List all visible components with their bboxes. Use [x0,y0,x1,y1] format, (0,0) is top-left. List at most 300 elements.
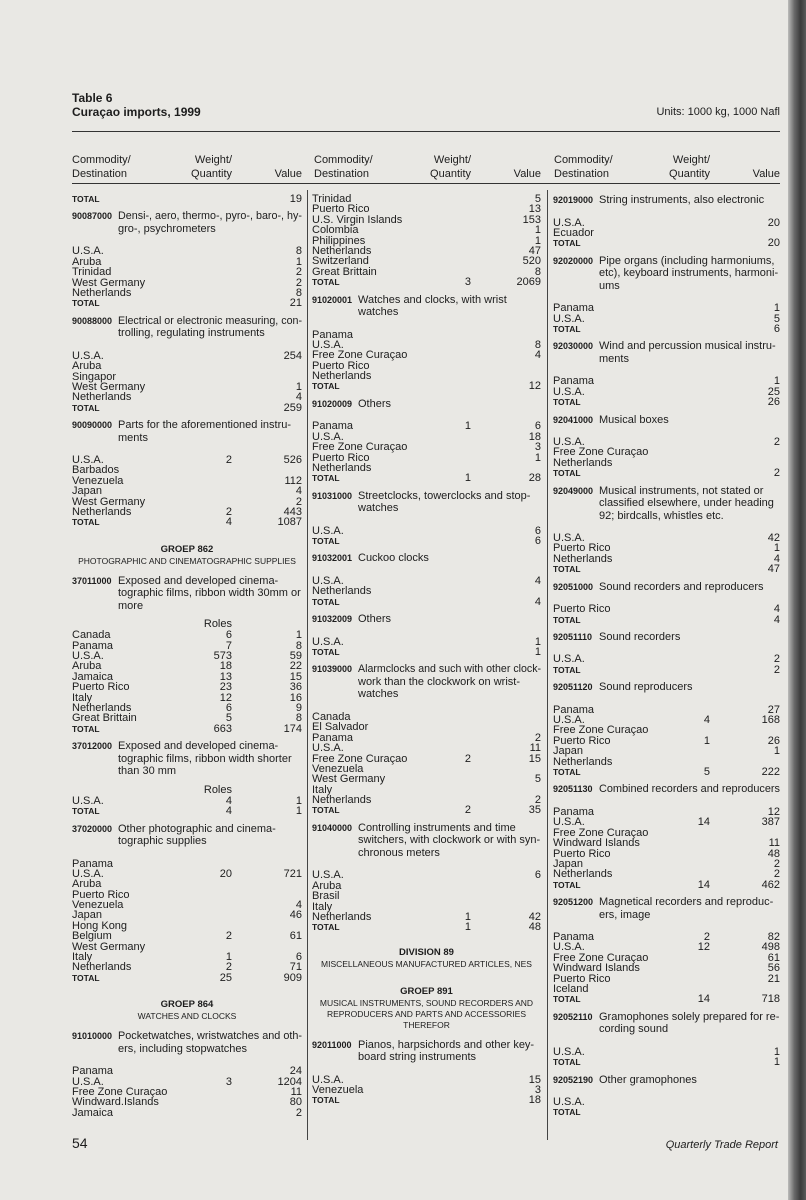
table-row [72,476,302,486]
destination-cell: U.S.A. [553,436,585,449]
commodity-block [312,613,541,657]
destination-cell: Puerto Rico [72,681,130,694]
description-line [599,896,780,909]
commodity-block [553,194,780,249]
commodity-block [312,294,541,392]
value-cell: 8 [295,712,302,725]
division-heading [312,947,541,970]
description-text: classified elsewhere, under heading [599,497,774,510]
commodity-code: 92049000 [553,485,594,496]
value-cell: 1 [534,646,541,659]
destination-cell: Netherlands [72,506,132,519]
value-cell: 2 [534,794,541,807]
group-subtitle: WATCHES AND CLOCKS [137,1011,237,1022]
destination-cell: U.S.A. [312,742,344,755]
description-text: Sound recorders and reproducers [599,580,764,593]
destination-cell: U.S.A. [72,650,104,663]
commodity-header [72,419,302,444]
description-text: Musical boxes [599,413,669,426]
description-text: chronous meters [358,846,440,859]
commodity-description [599,631,780,644]
description-text: watches [358,502,399,515]
commodity-description [118,1030,302,1055]
table-row [553,849,780,859]
value-cell: 11 [529,742,541,755]
value-cell: 2 [773,857,780,870]
quantity-cell: 1 [464,910,471,923]
destination-cell: Ecuador [553,226,594,239]
description-line [599,631,780,644]
group-subtitle: PHOTOGRAPHIC AND CINEMATOGRAPHIC SUPPLIES [78,555,296,566]
quantity-cell: 12 [219,691,232,704]
description-text: Others [358,613,392,626]
value-cell: 13 [528,203,541,216]
table-row [72,507,302,517]
table-row [72,1066,302,1076]
quantity-cell: 4 [225,805,232,818]
destination-cell: Colombia [312,224,359,237]
weight-header [191,153,232,181]
destination-cell: Venezuela [72,899,124,912]
commodity-block [553,631,780,675]
commodity-header [312,398,541,411]
group-heading [312,986,541,1031]
value-cell: 20 [767,216,780,229]
destination-cell: Windward.Islands [72,1096,159,1109]
description-text: Parts for the aforementioned instru- [118,419,292,432]
value-cell: 46 [289,909,302,922]
value-cell: 26 [767,396,780,409]
destination-cell: Trinidad [72,266,112,279]
table-row [312,1085,541,1095]
value-cell: 56 [767,962,780,975]
destination-cell: Canada [312,710,351,723]
table-row [312,330,541,340]
value-cell: 462 [761,878,780,891]
commodity-description [599,255,780,293]
commodity-block [553,414,780,479]
description-line [358,294,541,307]
commodity-code: 92051000 [553,581,594,592]
commodity-block [312,194,541,288]
total-row [553,1057,780,1067]
commodity-header [553,255,780,293]
destination-cell: U.S.A. [553,714,585,727]
value-cell: 27 [767,703,780,716]
commodity-block [553,581,780,625]
commodity-block [553,255,780,335]
destination-cell: Great Brittain [312,265,377,278]
value-cell: 15 [528,752,541,765]
value-cell: 24 [289,1065,302,1078]
value-cell: 3 [534,441,541,454]
destination-cell: Venezuela [72,474,124,487]
weight-header [430,153,471,181]
commodity-code: 90087000 [72,211,113,222]
description-line [358,688,541,701]
description-text: Alarmclocks and such with other clock- [358,663,542,676]
value-cell: 112 [284,474,302,487]
value-cell: 59 [289,650,302,663]
description-text: Others [358,397,392,410]
destination-cell: Aruba [312,879,342,892]
destination-cell: U.S.A. [553,532,585,545]
description-line [118,1043,302,1056]
value-cell: 8 [295,286,302,299]
group-subtitle-line [312,998,541,1009]
quantity-cell: 25 [219,971,232,984]
description-text: String instruments, also electronic [599,194,765,206]
commodity-block [72,194,302,204]
group-subtitle-line [72,1011,302,1022]
value-cell: 4 [534,349,541,362]
destination-cell: U.S.A. [553,1096,585,1109]
commodity-header [553,1011,780,1036]
table-title: Curaçao imports, 1999 [72,105,201,119]
description-text: Pocketwatches, wristwatches and oth- [118,1030,303,1043]
destination-cell: U.S.A. [312,574,344,587]
group-heading [72,544,302,567]
value-cell: 26 [767,734,780,747]
description-text: ers, image [599,908,651,921]
total-row [72,194,302,204]
commodity-block [553,1074,780,1118]
total-label: TOTAL [312,381,340,392]
value-cell: 21 [289,297,302,310]
commodity-code: 90088000 [72,315,113,326]
unit-label: Roles [203,618,232,631]
division-subtitle-line [312,959,541,970]
value-cell: 718 [761,993,780,1006]
value-cell: 2 [773,663,780,676]
description-line [358,847,541,860]
table-row [553,1047,780,1057]
destination-cell: Free Zone Curaçao [312,349,408,362]
destination-cell: Venezuela [312,1084,364,1097]
commodity-code: 92011000 [312,1039,352,1050]
commodity-header [72,210,302,235]
group-subtitle: THEREFOR [403,1019,450,1030]
description-text: board string instruments [358,1051,476,1064]
destination-cell: Panama [553,805,594,818]
total-row [312,536,541,546]
value-cell: 25 [767,385,780,398]
destination-cell: Panama [312,731,353,744]
destination-cell: Netherlands [553,456,613,469]
commodity-header [72,1030,302,1055]
table-row [312,733,541,743]
description-line [358,1039,541,1052]
commodity-code: 91020001 [312,294,353,305]
commodity-description [118,419,302,444]
commodity-header [312,613,541,626]
value-cell: 721 [283,867,302,880]
value-cell: 48 [767,847,780,860]
total-label: TOTAL [553,564,581,575]
quantity-cell: 663 [213,722,232,735]
value-cell: 498 [761,941,780,954]
table-row [553,228,780,238]
total-label: TOTAL [553,1107,581,1118]
commodity-block [312,490,541,547]
destination-cell: Puerto Rico [553,603,611,616]
destination-cell: U.S.A. [553,1045,585,1058]
destination-cell: Free Zone Curaçao [553,826,649,839]
destination-cell: West Germany [72,276,146,289]
description-text: 92; birdcalls, whistles etc. [599,509,724,522]
value-cell: 1 [534,635,541,648]
commodity-description [599,1011,780,1036]
table-label: Table 6 [72,91,113,105]
commodity-description [599,414,780,427]
group-subtitle-line [72,556,302,567]
value-cell: 259 [283,401,302,414]
description-text: Cuckoo clocks [358,552,429,565]
total-label: TOTAL [312,1095,340,1106]
description-text: Exposed and developed cinema- [118,740,279,753]
total-label: TOTAL [312,647,340,658]
commodity-code: 92030000 [553,341,594,352]
destination-cell: West Germany [72,380,146,393]
value-cell: 2 [295,1106,302,1119]
total-row [553,238,780,248]
description-text: ments [118,431,148,444]
commodity-code: 92041000 [553,414,594,425]
table-row [553,869,780,879]
publication-title: Quarterly Trade Report [665,1139,778,1151]
table-row [553,807,780,817]
table-row [72,796,302,806]
value-cell: 8 [534,338,541,351]
description-text: tographic films, ribbon width 30mm or [118,587,301,600]
destination-cell: Barbados [72,464,120,477]
quantity-cell: 23 [219,681,232,694]
value-cell: 42 [528,910,541,923]
description-text: Pipe organs (including harmoniums, [599,254,775,267]
commodity-code: 91039000 [312,664,353,675]
value-cell: 12 [767,805,780,818]
value-cell: 1 [773,745,780,758]
destination-cell: Aruba [72,660,102,673]
quantity-cell: 12 [697,941,710,954]
description-line [358,676,541,689]
commodity-header [553,1074,780,1087]
group-subtitle-line [312,1009,541,1020]
value-cell: 520 [522,255,541,268]
commodity-block [72,1030,302,1118]
commodity-code: 37011000 [72,575,112,586]
table-row [553,932,780,942]
description-line [599,581,780,594]
description-line [118,600,302,613]
description-text: Gramophones solely prepared for re- [599,1010,780,1023]
group-title: GROEP 862 [160,543,214,555]
value-cell: 2 [295,266,302,279]
total-row [312,805,541,815]
destination-cell: U.S.A. [553,312,585,325]
destination-cell: Puerto Rico [553,734,611,747]
quantity-cell: 6 [225,702,232,715]
table-row [72,713,302,723]
destination-cell: U.S.A. [553,653,585,666]
commodity-header [553,631,780,644]
destination-cell: U.S.A. [72,1075,104,1088]
description-line [599,414,780,427]
value-cell: 1 [295,805,302,818]
value-cell: 2 [773,868,780,881]
commodity-description [599,485,780,523]
destination-cell: Panama [312,420,353,433]
division-subtitle: MISCELLANEOUS MANUFACTURED ARTICLES, NES [321,958,532,969]
commodity-header [553,485,780,523]
description-text: watches [358,306,399,319]
total-row [72,724,302,734]
destination-label: Destination [554,168,610,180]
value-cell: 153 [522,213,541,226]
value-cell: 1 [773,542,780,555]
value-cell: 18 [528,1094,541,1107]
table-row [553,984,780,994]
commodity-header [553,783,780,796]
destination-cell: U.S.A. [312,1073,344,1086]
destination-cell: Jamaica [72,1106,113,1119]
value-cell: 2 [534,731,541,744]
value-cell: 6 [773,322,780,335]
total-label: TOTAL [312,473,340,484]
value-cell: 4 [534,574,541,587]
description-text: Electrical or electronic measuring, con- [118,314,303,327]
quantity-cell: 2 [464,804,471,817]
table-row [553,387,780,397]
commodity-header [553,194,780,207]
page-number: 54 [72,1135,88,1151]
description-line [599,1011,780,1024]
commodity-block [312,663,541,815]
quantity-cell: 3 [225,1075,232,1088]
destination-cell: Panama [553,375,594,388]
description-line [118,575,302,588]
value-cell: 6 [534,535,541,548]
commodity-header [314,153,373,181]
value-cell: 8 [295,245,302,258]
commodity-header [312,822,541,860]
destination-cell: Netherlands [553,552,613,565]
commodity-code: 91020009 [312,398,353,409]
commodity-description [599,194,780,207]
value-header: Value [274,168,302,180]
destination-cell: Puerto Rico [72,888,130,901]
quantity-cell: 20 [219,867,232,880]
destination-cell: Puerto Rico [312,203,370,216]
destination-cell: U.S.A. [553,385,585,398]
value-cell: 1204 [277,1075,302,1088]
quantity-cell: 4 [225,794,232,807]
weight-label: Weight/ [433,154,471,166]
quantity-label: Quantity [191,168,232,180]
quantity-cell: 18 [219,660,232,673]
total-row [72,806,302,816]
quantity-label: Quantity [669,168,710,180]
quantity-cell: 4 [225,516,232,529]
unit-row [72,785,302,796]
table-row [553,314,780,324]
group-heading [72,999,302,1022]
value-cell: 12 [528,380,541,393]
commodity-block [72,419,302,528]
destination-cell: U.S.A. [312,338,344,351]
total-row [553,994,780,1004]
commodity-header [312,294,541,319]
commodity-description [358,490,541,515]
destination-cell: Free Zone Curaçao [553,951,649,964]
column-divider [547,190,548,1140]
value-header: Value [752,168,780,180]
total-label: TOTAL [312,596,340,607]
total-row [312,473,541,483]
quantity-cell: 1 [464,420,471,433]
total-label: TOTAL [72,972,100,983]
value-cell: 2 [773,436,780,449]
destination-cell: Netherlands [312,585,372,598]
description-text: Other gramophones [599,1073,697,1086]
table-row [312,267,541,277]
commodity-header [553,414,780,427]
table-row [72,351,302,361]
description-text: Streetclocks, towerclocks and stop- [358,489,531,502]
value-cell: 16 [289,691,302,704]
destination-cell: Italy [312,900,333,913]
description-line [358,663,541,676]
total-label: TOTAL [553,767,581,778]
value-cell: 80 [289,1096,302,1109]
table-row [72,246,302,256]
destination-cell: Netherlands [72,391,132,404]
total-label: TOTAL [312,536,340,547]
commodity-code: 92051110 [553,631,593,642]
destination-cell: U.S. Virgin Islands [312,213,403,226]
destination-cell: Puerto Rico [553,542,611,555]
destination-cell: Panama [72,639,113,652]
value-cell: 2 [295,495,302,508]
value-cell: 5 [534,193,541,205]
total-label: TOTAL [312,922,340,933]
description-line [599,340,780,353]
weight-label: Weight/ [194,154,232,166]
total-row [72,973,302,983]
quantity-label: Quantity [430,168,471,180]
destination-label: Destination [72,168,128,180]
destination-cell: West Germany [72,495,146,508]
destination-cell: Free Zone Curaçao [72,1085,168,1098]
destination-cell: Netherlands [72,702,132,715]
description-line [118,419,302,432]
description-line [118,835,302,848]
destination-cell: Free Zone Curaçao [553,446,649,459]
description-text: tographic films, ribbon width shorter [118,752,292,765]
commodity-header [554,153,613,181]
commodity-description [599,1074,780,1087]
commodity-code: 91032001 [312,553,353,564]
value-cell: 11 [290,1085,302,1098]
commodity-description [118,315,302,340]
total-row [312,277,541,287]
group-title: GROEP 864 [160,999,214,1011]
destination-cell: Japan [72,909,102,922]
destination-cell: Netherlands [72,286,132,299]
destination-label: Destination [314,168,370,180]
commodity-header [72,823,302,848]
destination-cell: Puerto Rico [312,451,370,464]
